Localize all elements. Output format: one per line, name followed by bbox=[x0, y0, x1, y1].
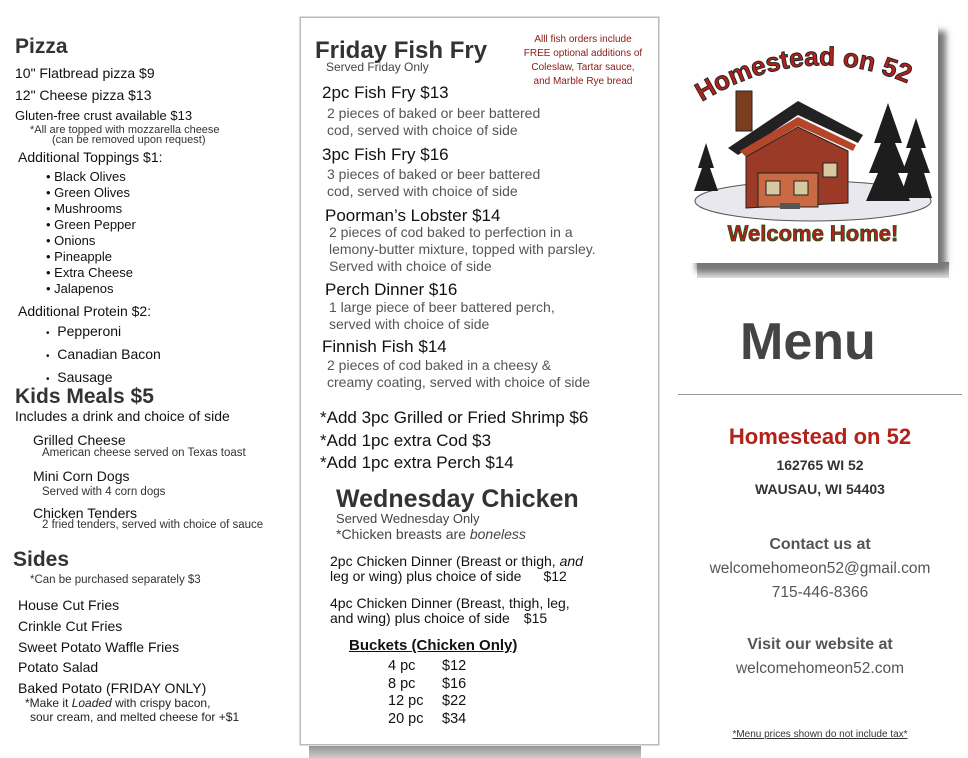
buckets-list bbox=[388, 658, 466, 728]
side-item: Potato Salad bbox=[18, 659, 99, 676]
sides-note: *Can be purchased separately $3 bbox=[30, 574, 201, 586]
fish-item-name: Perch Dinner $16 bbox=[325, 280, 458, 299]
toppings-list bbox=[46, 169, 136, 297]
kids-item-desc: 2 fried tenders, served with choice of sauce bbox=[42, 519, 264, 531]
tax-note: *Menu prices shown do not include tax* bbox=[732, 729, 908, 740]
side-item: Crinkle Cut Fries bbox=[18, 617, 123, 634]
fish-callout: Alll fish orders include FREE optional additions of Coleslaw, Tartar sauce, and Marble Rye bread bbox=[523, 34, 643, 87]
topping-item: • Green Olives bbox=[46, 185, 131, 200]
bucket-row: 8 pc $16 bbox=[388, 675, 467, 692]
fish-heading: Friday Fish Fry bbox=[315, 37, 488, 64]
address-line: WAUSAU, WI 54403 bbox=[755, 481, 885, 497]
side-item: Sweet Potato Waffle Fries bbox=[18, 638, 180, 655]
sides-heading: Sides bbox=[13, 548, 70, 571]
topping-item: • Jalapenos bbox=[46, 281, 114, 296]
panel-shadow bbox=[309, 743, 641, 758]
chicken-sub: Served Wednesday Only bbox=[336, 511, 480, 526]
fish-item-desc: 1 large piece of beer battered perch, served with choice of side bbox=[329, 299, 555, 332]
pizza-item: 10" Flatbread pizza $9 bbox=[15, 65, 155, 81]
fish-item-desc: 2 pieces of baked or beer battered cod, served with choice of side bbox=[327, 105, 541, 138]
fish-item-desc: 2 pieces of cod baked to perfection in a lemony-butter mixture, topped with parsley. Served with choice of side bbox=[329, 224, 596, 274]
topping-item: • Green Pepper bbox=[46, 217, 136, 232]
kids-item-desc: Served with 4 corn dogs bbox=[42, 486, 166, 498]
kids-item-name: Grilled Cheese bbox=[33, 432, 126, 448]
restaurant-logo bbox=[688, 23, 938, 263]
contact-heading: Contact us at bbox=[769, 536, 871, 553]
bucket-row: 20 pc $34 bbox=[388, 710, 467, 727]
logo-shadow bbox=[697, 262, 949, 278]
kids-item-desc: American cheese served on Texas toast bbox=[42, 447, 246, 459]
kids-item-name: Chicken Tenders bbox=[33, 505, 138, 521]
logo-top-text: Homestead on 52 bbox=[689, 41, 917, 108]
website-link[interactable]: welcomehomeon52.com bbox=[735, 660, 904, 677]
addon-item: *Add 1pc extra Cod $3 bbox=[320, 430, 492, 450]
protein-heading: Additional Protein $2: bbox=[18, 303, 152, 319]
chicken-dinner-2pc: 2pc Chicken Dinner (Breast or thigh, and leg or wing) plus choice of side $12 bbox=[330, 553, 583, 584]
chicken-heading: Wednesday Chicken bbox=[336, 485, 579, 513]
pizza-note: (can be removed upon request) bbox=[52, 134, 206, 146]
bucket-row: 4 pc $12 bbox=[388, 658, 467, 674]
protein-item: • Sausage bbox=[46, 369, 113, 385]
cabin-illustration bbox=[688, 23, 938, 263]
chicken-note: *Chicken breasts are boneless bbox=[336, 526, 526, 542]
fish-item-name: Poorman’s Lobster $14 bbox=[325, 206, 501, 225]
website-heading: Visit our website at bbox=[747, 636, 893, 653]
fish-item-desc: 3 pieces of baked or beer battered cod, served with choice of side bbox=[327, 166, 541, 199]
email-link[interactable]: welcomehomeon52@gmail.com bbox=[709, 560, 931, 577]
topping-item: • Pineapple bbox=[46, 249, 112, 264]
topping-item: • Extra Cheese bbox=[46, 265, 133, 280]
buckets-heading: Buckets (Chicken Only) bbox=[349, 637, 518, 654]
sides-list bbox=[18, 595, 206, 699]
toppings-heading: Additional Toppings $1: bbox=[18, 149, 163, 165]
restaurant-name: Homestead on 52 bbox=[728, 424, 912, 449]
topping-item: • Onions bbox=[46, 233, 96, 248]
loaded-note: sour cream, and melted cheese for +$1 bbox=[30, 710, 240, 724]
fish-addons bbox=[320, 407, 588, 475]
chicken-dinner-4pc: 4pc Chicken Dinner (Breast, thigh, leg, and wing) plus choice of side $15 bbox=[330, 595, 570, 626]
pizza-note: *All are topped with mozzarella cheese bbox=[30, 124, 220, 136]
protein-item: • Canadian Bacon bbox=[46, 346, 161, 362]
topping-item: • Mushrooms bbox=[46, 201, 123, 216]
topping-item: • Black Olives bbox=[46, 169, 126, 184]
pizza-item: 12" Cheese pizza $13 bbox=[15, 87, 152, 103]
addon-item: *Add 1pc extra Perch $14 bbox=[320, 453, 514, 472]
fish-item-name: Finnish Fish $14 bbox=[322, 337, 447, 356]
kids-heading: Kids Meals $5 bbox=[15, 385, 154, 408]
pizza-heading: Pizza bbox=[15, 35, 68, 58]
menu-title: Menu bbox=[740, 313, 876, 371]
pizza-item: Gluten-free crust available $13 bbox=[15, 108, 193, 123]
protein-list bbox=[46, 321, 161, 390]
fish-item-name: 3pc Fish Fry $16 bbox=[322, 145, 449, 164]
logo-bottom-text: Welcome Home! bbox=[727, 221, 899, 246]
loaded-note: *Make it Loaded with crispy bacon, bbox=[25, 696, 211, 710]
side-item: House Cut Fries bbox=[18, 597, 120, 613]
fish-sub: Served Friday Only bbox=[326, 60, 429, 74]
kids-item-name: Mini Corn Dogs bbox=[33, 468, 130, 484]
phone-number: 715-446-8366 bbox=[771, 584, 869, 601]
protein-item: • Pepperoni bbox=[46, 323, 122, 339]
side-item: Baked Potato (FRIDAY ONLY) bbox=[18, 680, 207, 697]
address-line: 162765 WI 52 bbox=[776, 457, 864, 473]
fish-item-name: 2pc Fish Fry $13 bbox=[322, 83, 449, 102]
divider bbox=[678, 394, 962, 395]
addon-item: *Add 3pc Grilled or Fried Shrimp $6 bbox=[320, 408, 589, 427]
bucket-row: 12 pc $22 bbox=[388, 693, 467, 709]
svg-text:Homestead on 52 bbox=[690, 41, 917, 107]
kids-subheading: Includes a drink and choice of side bbox=[15, 408, 230, 424]
fish-item-desc: 2 pieces of cod baked in a cheesy & creamy coating, served with choice of side bbox=[327, 357, 591, 390]
